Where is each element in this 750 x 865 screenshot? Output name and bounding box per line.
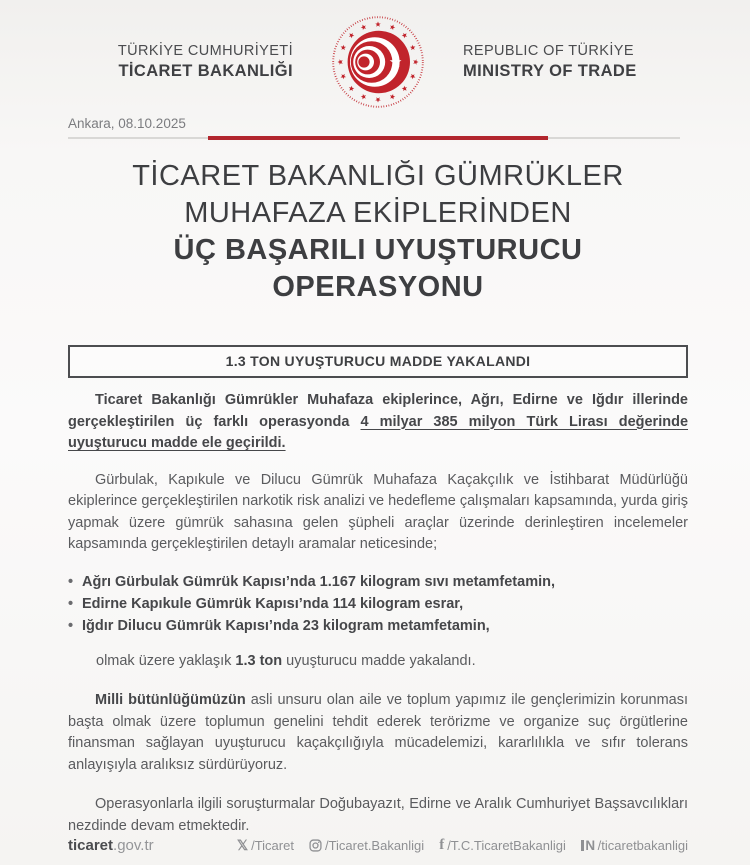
title-line-2: MUHAFAZA EKİPLERİNDEN <box>184 197 572 229</box>
site-url-link[interactable] <box>68 837 154 854</box>
bullet-icon: • <box>68 573 74 590</box>
page-title <box>68 158 688 306</box>
header-left-line2: TİCARET BAKANLIĞI <box>118 62 293 80</box>
social-handle: /Ticaret.Bakanligi <box>324 838 425 853</box>
header-left-block <box>68 43 319 81</box>
social-link-nsosyal[interactable] <box>581 838 688 853</box>
social-handle: /ticaretbakanligi <box>597 838 688 853</box>
social-link-x[interactable] <box>237 837 294 854</box>
footer <box>68 837 688 854</box>
p3-lead-bold: Milli bütünlüğümüzün <box>95 692 246 708</box>
site-url-rest: .gov.tr <box>113 837 154 854</box>
p1-underlined-value: 4 milyar 385 milyon Türk Lirası değerinde uyuşturucu madde ele geçirildi. <box>68 413 689 451</box>
social-links <box>237 837 688 854</box>
nsosyal-icon: N <box>581 838 595 853</box>
summary-pre: olmak üzere yaklaşık <box>96 652 236 669</box>
paragraph-seizure-value <box>68 390 688 455</box>
p1-lead: Ticaret Bakanlığı Gümrükler Muhafaza ekiplerince, Ağrı, Edirne ve Iğdır illerinde gerçekleştirilen üç farklı operasyonda <box>68 392 688 430</box>
header <box>68 14 688 110</box>
title-line-4: OPERASYONU <box>272 271 484 303</box>
dateline: Ankara, 08.10.2025 <box>68 116 186 131</box>
header-right-line2: MINISTRY OF TRADE <box>463 62 637 80</box>
social-handle: /T.C.TicaretBakanligi <box>447 838 566 853</box>
facebook-icon: f <box>439 837 445 853</box>
p3-rest: asli unsuru olan aile ve toplum yapımız ile gençlerimizin korunması başta olmak üzere toplumun genelini tehdit ederek terörizme ve organize suç örgütlerine finansman sağlayan uyuşturucu kaçakçılığıyla mücadelemizi, kararlılıkla ve sıfır tolerans anlayışıyla aralıksız sürdürüyoruz. <box>68 692 689 773</box>
paragraph-policy-statement <box>68 690 688 776</box>
x-icon: 𝕏 <box>236 837 249 853</box>
social-link-facebook[interactable] <box>439 837 566 854</box>
summary-total-bold: 1.3 ton <box>235 652 283 669</box>
social-link-instagram[interactable] <box>309 838 424 853</box>
list-item-agri <box>68 571 688 593</box>
site-url-bold: ticaret <box>68 837 114 854</box>
paragraph-operation-details: Gürbulak, Kapıkule ve Dilucu Gümrük Muhafaza Kaçakçılık ve İstihbarat Müdürlüğü ekiplerince gerçekleştirilen narkotik risk analizi ve hedefleme çalışmaları kapsamında, yurda giriş yapmak üzere gümrük sahasına gelen şüpheli araçlar üzerinde derinleştiren incelemeler kapsamında gerçekleştirilen detaylı aramalar neticesinde; <box>68 471 688 552</box>
list-item-text: Ağrı Gürbulak Gümrük Kapısı’nda 1.167 kilogram sıvı metamfetamin, <box>82 573 556 590</box>
summary-post: uyuşturucu madde yakalandı. <box>282 652 476 669</box>
paragraph-prosecution: Operasyonlarla ilgili soruşturmalar Doğubayazıt, Edirne ve Aralık Cumhuriyet Başsavcılıkları nezdinde devam etmektedir. <box>68 796 688 834</box>
list-item-edirne <box>68 593 688 615</box>
social-handle: /Ticaret <box>251 838 294 853</box>
header-right-block <box>437 43 688 81</box>
list-item-igdir <box>68 615 688 637</box>
seizure-list <box>68 571 688 637</box>
title-line-1: TİCARET BAKANLIĞI GÜMRÜKLER <box>132 160 624 192</box>
highlight-box: 1.3 TON UYUŞTURUCU MADDE YAKALANDI <box>68 345 688 378</box>
title-line-3: ÜÇ BAŞARILI UYUŞTURUCU <box>173 234 583 266</box>
bullet-icon: • <box>68 617 74 634</box>
paragraph-total-summary <box>68 651 688 673</box>
header-rule-red-segment <box>208 136 548 140</box>
list-item-text: Iğdır Dilucu Gümrük Kapısı’nda 23 kilogram metamfetamin, <box>82 617 490 634</box>
list-item-text: Edirne Kapıkule Gümrük Kapısı’nda 114 kilogram esrar, <box>82 595 464 612</box>
bullet-icon: • <box>68 595 74 612</box>
instagram-icon <box>309 839 322 852</box>
header-left-line1: TÜRKİYE CUMHURİYETİ <box>117 43 293 59</box>
header-right-line1: REPUBLIC OF TÜRKİYE <box>463 43 634 59</box>
ministry-of-trade-emblem-icon <box>319 14 437 110</box>
